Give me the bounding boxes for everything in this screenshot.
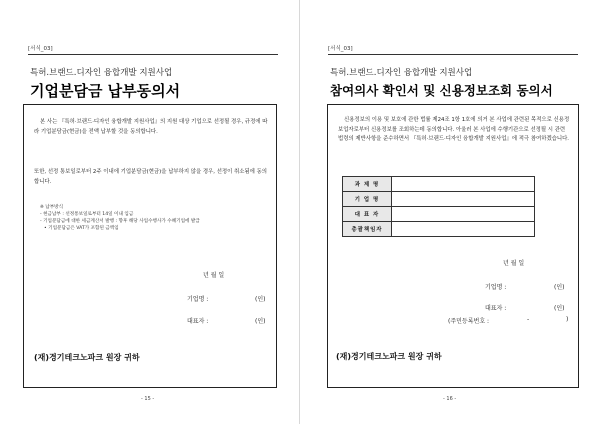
table-row (343, 192, 535, 207)
table-row (343, 177, 535, 192)
form-code: [서식_03] (28, 46, 53, 52)
form-code: [서식_03] (328, 46, 353, 52)
table-value-cell[interactable] (392, 222, 535, 237)
addressee-footer: (재)경기테크노파크 원장 귀하 (34, 353, 140, 362)
company-label: 기업명 : (485, 284, 507, 291)
resident-number-close: ) (566, 316, 569, 323)
seal-mark: (인) (255, 318, 266, 325)
date-line: 년 월 일 (203, 272, 225, 279)
table-row (343, 222, 535, 237)
table-value-cell[interactable] (392, 207, 535, 222)
resident-number-separator: - (527, 316, 530, 323)
notes-line: • 기업분담금은 VAT가 포함된 금액임 (44, 226, 119, 231)
notes-line: - 현금납부 : 선정통보일로부터 14일 이내 입금 (40, 212, 134, 217)
notes-heading: ※ 납부방식 (40, 205, 64, 210)
consent-paragraph-2: 또한, 선정 통보일로부터 2주 이내에 기업분담금(현금)을 납부하지 않을 경우, 선정이 취소됨에 동의합니다. (34, 169, 267, 185)
document-title: 기업분담금 납부동의서 (30, 82, 181, 100)
right-page (300, 0, 600, 424)
table-row (343, 207, 535, 222)
table-value-cell[interactable] (392, 192, 535, 207)
table-label: 총괄책임자 (343, 222, 392, 237)
info-table (342, 176, 535, 237)
top-rule (328, 54, 578, 55)
ceo-label: 대표자 : (485, 305, 507, 312)
document-title: 참여의사 확인서 및 신용정보조회 동의서 (330, 83, 553, 98)
top-rule (28, 54, 278, 55)
table-value-cell[interactable] (392, 177, 535, 192)
addressee-footer: (재)경기테크노파크 원장 귀하 (336, 352, 442, 361)
company-label: 기업명 : (187, 296, 209, 303)
seal-mark: (인) (255, 296, 266, 303)
table-label: 과 제 명 (343, 177, 392, 192)
ceo-label: 대표자 : (187, 318, 209, 325)
page-number: - 16 - (443, 396, 457, 402)
form-box (327, 104, 579, 388)
seal-mark: (인) (554, 305, 565, 312)
table-label: 기 업 명 (343, 192, 392, 207)
page-number: - 15 - (141, 396, 155, 402)
document-subtitle: 특허.브랜드.디자인 융합개발 지원사업 (330, 68, 473, 78)
table-label: 대 표 자 (343, 207, 392, 222)
resident-number-label: (주민등록번호 : (448, 318, 490, 325)
seal-mark: (인) (554, 284, 565, 291)
form-box (23, 104, 277, 388)
consent-paragraph: 신용정보의 이용 및 보호에 관한 법률 제24조 1항 1호에 의거 본 사업에 관련된 목적으로 신용정보업자로부터 신용정보를 조회하는데 동의합니다. 아울러 본 사업에 수행기관으로 선정될 시 관련법령의 제반사항을 준수하면서 『특허·브랜드·디자인 융합개발 지원사업』에 적극 참여하겠습니다. (338, 117, 570, 143)
consent-paragraph-1: 본 사는 『특허·브랜드·디자인 융합개발 지원사업』의 지원 대상 기업으로 선정될 경우, 규정에 따라 기업분담금(현금)을 전액 납부할 것을 동의합니다. (34, 119, 268, 135)
notes-line: - 기업분담금에 대한 세금계산서 발행 : 향후 해당 사업수행사가 수혜기업에 발급 (40, 219, 200, 224)
date-line: 년 월 일 (503, 260, 525, 267)
document-subtitle: 특허.브랜드.디자인 융합개발 지원사업 (30, 68, 173, 78)
